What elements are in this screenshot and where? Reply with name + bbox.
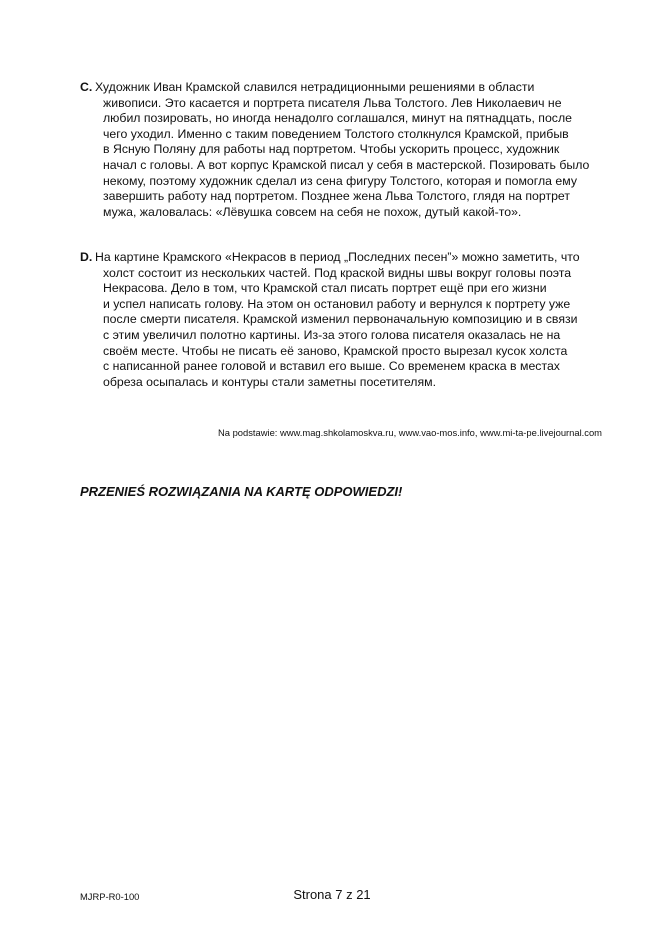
paragraph-d-letter: D.: [80, 250, 93, 264]
paragraph-d-line: и успел написать голову. На этом он остановил работу и вернулся к портрету уже: [103, 296, 571, 311]
source-citation: Na podstawie: www.mag.shkolamoskva.ru, www.vao-mos.info, www.mi-ta-pe.livejournal.com: [218, 427, 602, 438]
paragraph-d-line: На картине Крамского «Некрасов в период „Последних песен”» можно заметить, что: [95, 250, 580, 264]
exam-code: MJRP-R0-100: [80, 891, 140, 902]
paragraph-d-line: своём месте. Чтобы не писать её заново, Крамской просто вырезал кусок холста: [103, 343, 568, 358]
paragraph-d-line: обреза осыпалась и контуры стали заметны посетителям.: [103, 374, 436, 389]
paragraph-d-line: с написанной ранее головой и вставил его выше. Со временем краска в местах: [103, 359, 560, 374]
paragraph-c-line: завершить работу над портретом. Позднее жена Льва Толстого, глядя на портрет: [103, 189, 570, 204]
paragraph-c-line: начал с головы. А вот корпус Крамской писал у себя в мастерской. Позировать было: [103, 157, 590, 172]
paragraph-c-line: некому, поэтому художник сделал из сена фигуру Толстого, которая и помогла ему: [103, 173, 577, 188]
paragraph-d: [80, 250, 615, 390]
paragraph-d-line: после смерти писателя. Крамской изменил первоначальную композицию и в связи: [103, 312, 578, 327]
page-number: Strona 7 z 21: [293, 887, 371, 902]
paragraph-c-line: Художник Иван Крамской славился нетрадиционными решениями в области: [95, 80, 535, 94]
paragraph-c-line: чего уходил. Именно с таким поведением Толстого столкнулся Крамской, прибыв: [103, 126, 569, 141]
transfer-instruction: PRZENIEŚ ROZWIĄZANIA NA KARTĘ ODPOWIEDZI!: [80, 484, 403, 499]
paragraph-c-line: живописи. Это касается и портрета писателя Льва Толстого. Лев Николаевич не: [103, 95, 562, 110]
paragraph-c-line: мужа, жаловалась: «Лёвушка совсем на себя не похож, дутый какой-то».: [103, 204, 522, 219]
paragraph-c-line: в Ясную Поляну для работы над портретом. Чтобы ускорить процесс, художник: [103, 142, 560, 157]
paragraph-c-line: любил позировать, но иногда ненадолго соглашался, минут на пятнадцать, после: [103, 111, 572, 126]
paragraph-c-letter: C.: [80, 80, 93, 94]
paragraph-d-line: Некрасова. Дело в том, что Крамской стал писать портрет ещё при его жизни: [103, 281, 547, 296]
paragraph-c: [80, 80, 615, 220]
paragraph-d-line: холст состоит из нескольких частей. Под краской видны швы вокруг головы поэта: [103, 265, 572, 280]
paragraph-d-line: с этим увеличил полотно картины. Из-за этого голова писателя оказалась не на: [103, 327, 561, 342]
